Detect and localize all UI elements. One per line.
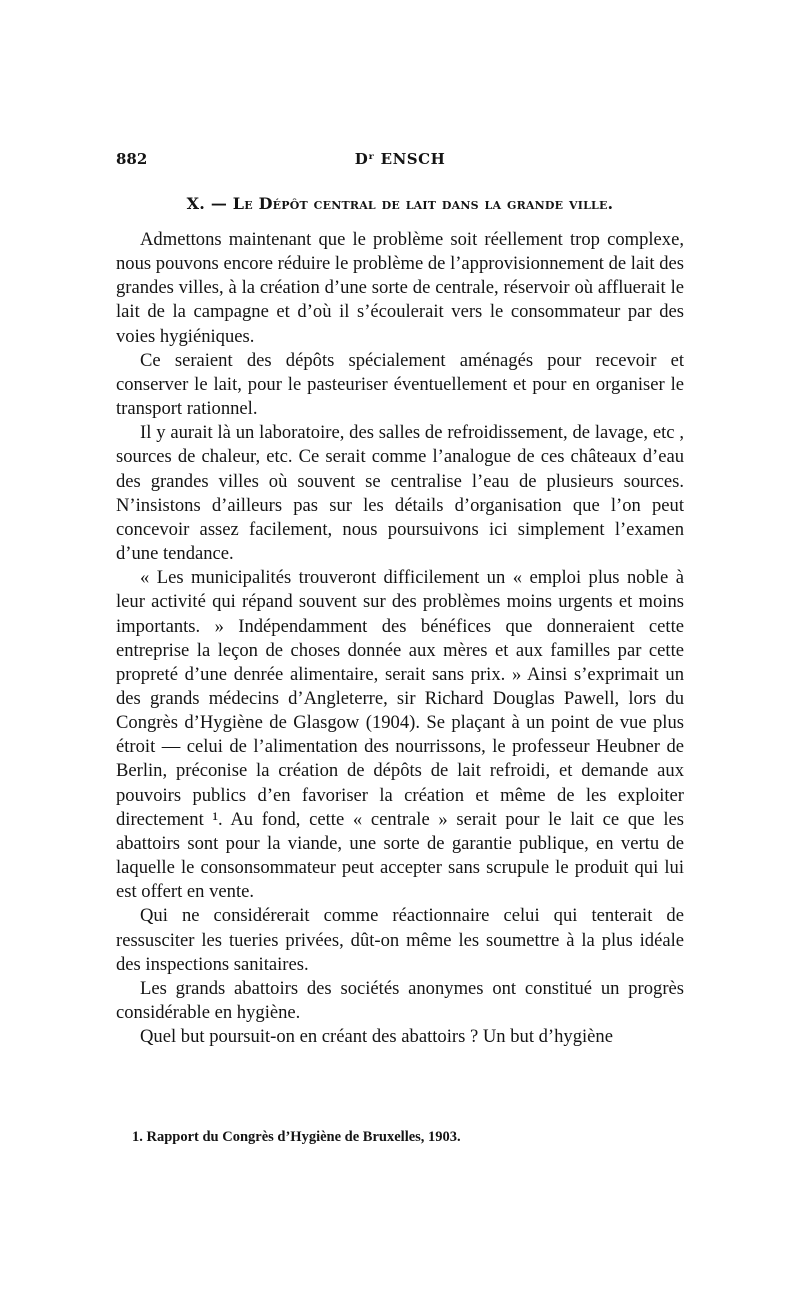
paragraph: « Les municipalités trouveront difficilement un « emploi plus noble à leur activité qui répand souvent sur des problèmes moins urgents et moins importants. » Indépendamment des bénéfices que donneraient cette entreprise la leçon de choses donnée aux mères et aux familles par cette propreté d’une denrée alimentaire, serait sans prix. » Ainsi s’exprimait un des grands médecins d’Angleterre, sir Richard Douglas Pawell, lors du Congrès d’Hygiène de Glasgow (1904). Se plaçant à un point de vue plus étroit — celui de l’alimentation des nourrissons, le professeur Heubner de Berlin, préconise la création de dépôts de lait refroidi, et demande aux pouvoirs publics d’en favoriser la création et même de les exploiter directement ¹. Au fond, cette « centrale » serait pour le lait ce que les abattoirs sont pour la viande, une sorte de garantie publique, en vertu de laquelle le consonsommateur peut accepter sans scrupule le produit qui lui est offert en vente. — [116, 567, 684, 903]
paragraph: Ce seraient des dépôts spécialement aménagés pour recevoir et conserver le lait, pour le pasteuriser éventuellement et pour en organiser le transport rationnel. — [116, 349, 684, 420]
paragraph: Qui ne considérerait comme réactionnaire celui qui tenterait de ressusciter les tueries privées, dût-on même les soumettre à la plus idéale des inspections sanitaires. — [116, 905, 684, 975]
page-number: 882 — [116, 150, 148, 168]
section-heading: X. — Le Dépôt central de lait dans la grande ville. — [186, 194, 614, 213]
paragraph: Admettons maintenant que le problème soit réellement trop complexe, nous pouvons encore réduire le problème de l’approvisionnement de lait des grandes villes, à la création d’une sorte de centrale, réservoir où affluerait le lait de la campagne et d’où il s’écoulerait vers le consommateur par des voies hygiéniques. — [116, 229, 684, 347]
running-head — [116, 150, 684, 172]
paragraph: Il y aurait là un laboratoire, des salles de refroidissement, de lavage, etc , sources de chaleur, etc. Ce serait comme l’analogue de ces châteaux d’eau des grandes villes où souvent se centralise l’eau de plusieurs sources. N’insistons d’ailleurs pas sur les détails d’organisation que l’on peut concevoir assez facilement, nous poursuivons ici simplement l’examen d’une tendance. — [116, 422, 684, 565]
footnote: 1. Rapport du Congrès d’Hygiène de Bruxelles, 1903. — [132, 1129, 461, 1145]
running-title: Dʳ ENSCH — [354, 150, 446, 168]
paragraph: Quel but poursuit-on en créant des abattoirs ? Un but d’hygiène — [140, 1026, 613, 1048]
paragraph: Les grands abattoirs des sociétés anonymes ont constitué un progrès considérable en hygiène. — [116, 977, 684, 1023]
body-text — [116, 228, 684, 1049]
